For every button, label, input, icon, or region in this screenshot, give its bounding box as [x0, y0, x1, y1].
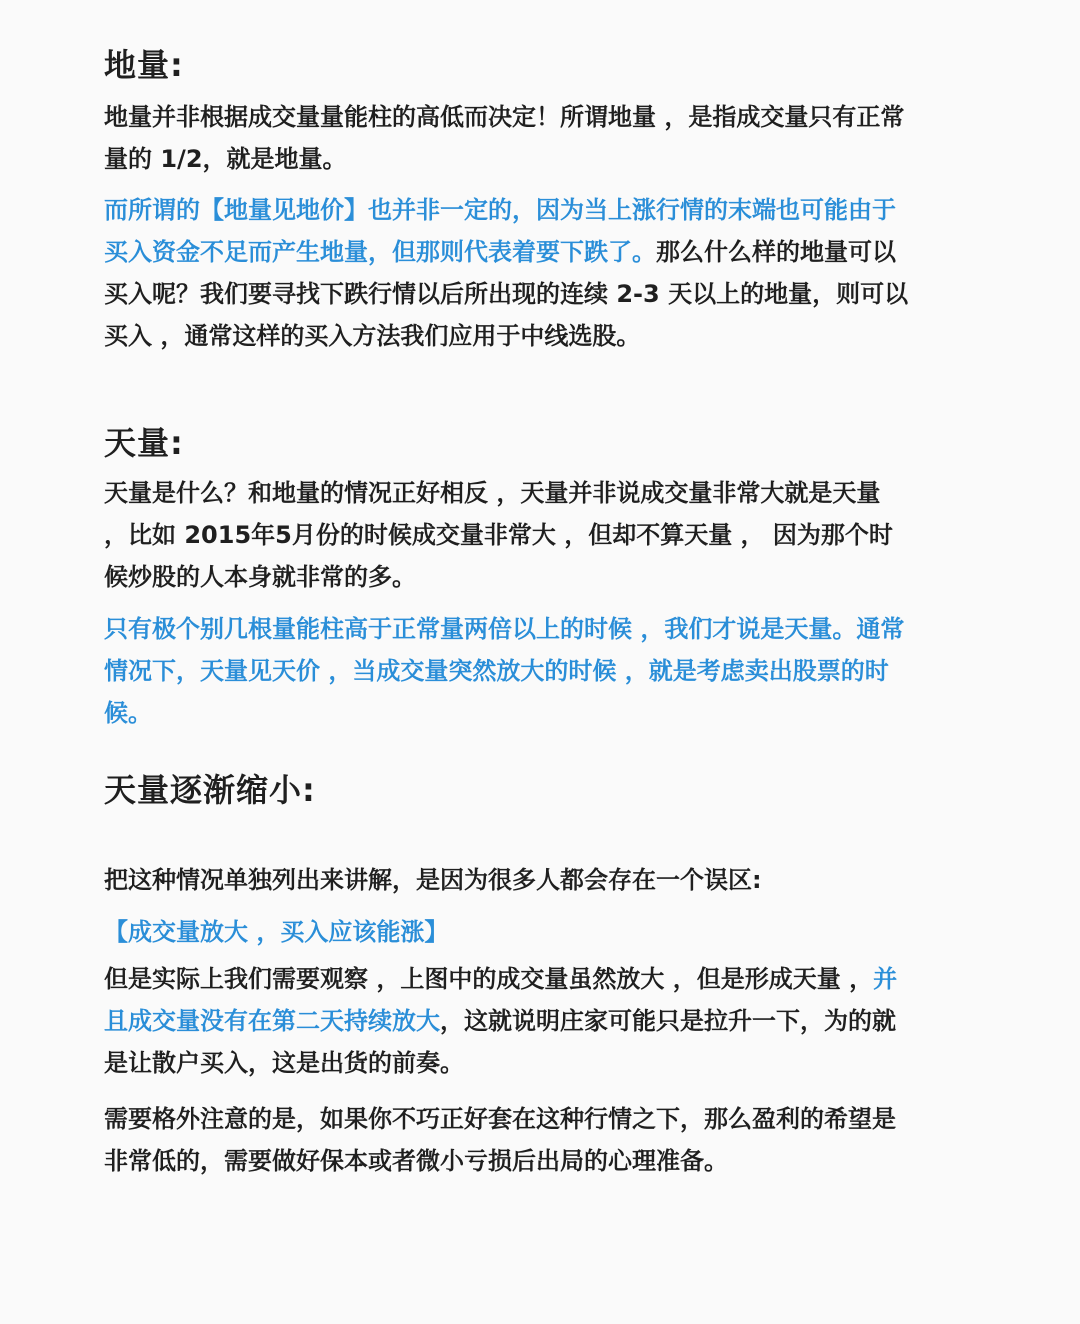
text-line: 候炒股的人本身就非常的多。	[104, 563, 416, 591]
highlight-text: 并	[873, 965, 898, 993]
text-line: 非常低的，需要做好保本或者微小亏损后出局的心理准备。	[104, 1147, 728, 1175]
text-line: 天量是什么？和地量的情况正好相反 ，天量并非说成交量非常大就是天量	[104, 479, 881, 507]
text-segment: 但是实际上我们需要观察 ，上图中的成交量虽然放大 ，但是形成天量 ，	[104, 965, 874, 993]
highlight-line: 情况下，天量见天价 ，当成交量突然放大的时候 ，就是考虑卖出股票的时	[104, 657, 889, 685]
paragraph-tianliang-price	[104, 608, 994, 734]
highlight-line: 只有极个别几根量能柱高于正常量两倍以上的时候 ，我们才说是天量。通常	[104, 615, 905, 643]
text-line: 买入 ，通常这样的买入方法我们应用于中线选股。	[104, 322, 641, 350]
text-line: 买入呢？我们要寻找下跌行情以后所出现的连续 2-3 天以上的地量，则可以	[104, 280, 909, 308]
text-segment: ，这就说明庄家可能只是拉升一下，为的就	[440, 1007, 896, 1035]
paragraph-diliang-definition	[104, 96, 994, 180]
section-title-shrinking: 天量逐渐缩小:	[104, 771, 316, 809]
text-line: 需要格外注意的是，如果你不巧正好套在这种行情之下，那么盈利的希望是	[104, 1105, 896, 1133]
text-line: 量的 1/2，就是地量。	[104, 145, 347, 173]
highlight-text: 买入资金不足而产生地量，但那则代表着要下跌了。	[104, 238, 656, 266]
paragraph-tianliang-definition	[104, 472, 994, 598]
section-title-diliang: 地量:	[104, 46, 184, 84]
text-segment: 那么什么样的地量可以	[656, 238, 896, 266]
highlight-line: 【成交量放大 ，买入应该能涨】	[104, 918, 449, 946]
text-line: 是让散户买入，这是出货的前奏。	[104, 1049, 464, 1077]
paragraph-diliang-price	[104, 189, 994, 357]
text-line: ，比如 2015年5月份的时候成交量非常大 ，但却不算天量 ， 因为那个时	[104, 521, 893, 549]
highlight-text: 且成交量没有在第二天持续放大	[104, 1007, 440, 1035]
paragraph-misconception	[104, 859, 994, 901]
text-line: 把这种情况单独列出来讲解，是因为很多人都会存在一个误区:	[104, 866, 762, 894]
paragraph-misconception-quote	[104, 911, 994, 953]
text-line: 地量并非根据成交量量能柱的高低而决定！所谓地量 ，是指成交量只有正常	[104, 103, 905, 131]
paragraph-observation	[104, 958, 994, 1084]
section-title-tianliang: 天量:	[104, 424, 184, 462]
highlight-line: 候。	[104, 699, 152, 727]
paragraph-warning	[104, 1098, 994, 1182]
highlight-line: 而所谓的【地量见地价】也并非一定的，因为当上涨行情的末端也可能由于	[104, 196, 896, 224]
